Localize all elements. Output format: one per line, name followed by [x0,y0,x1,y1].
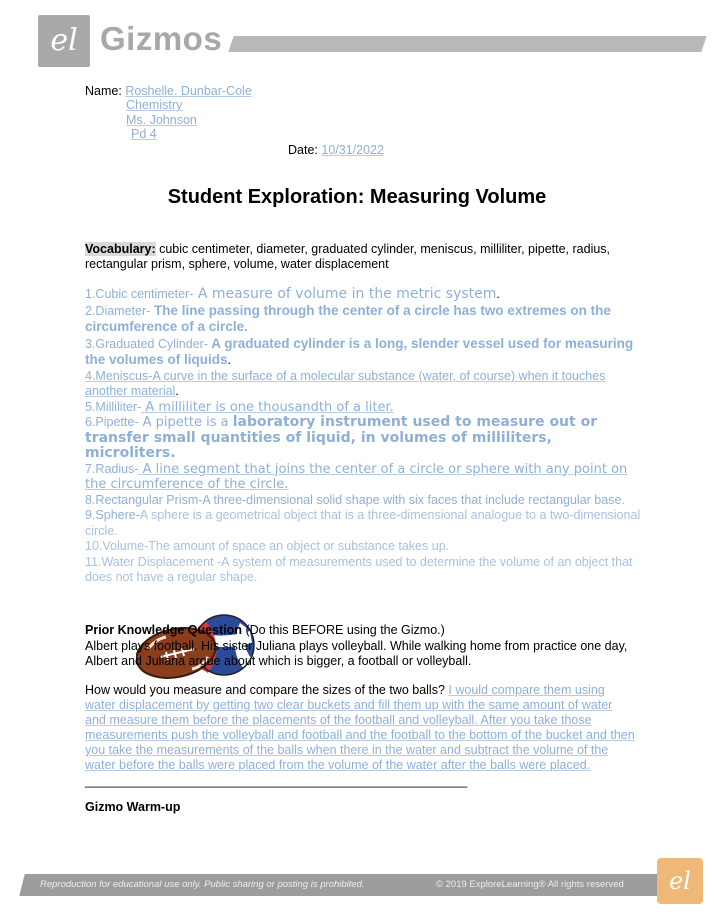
definitions-list [85,287,645,586]
brand-title: Gizmos [100,20,223,57]
definition-2: 2.Diameter- The line passing through the center of a circle has two extremes on the circumference of a circle. [85,302,611,334]
definition-5: 5.Milliliter- A milliliter is one thousandth of a liter. [85,399,394,415]
date-value: 10/31/2022 [321,143,384,157]
definition-8: 8.Rectangular Prism-A three-dimensional solid shape with six faces that include rectangular base. [85,492,625,507]
definition-1: 1.Cubic centimeter- A measure of volume in the metric system. [85,286,500,302]
date-label: Date: [288,143,318,157]
header-bar [228,36,706,52]
definition-11: 11.Water Displacement -A system of measurements used to determine the volume of an object that does not have a regular shape. [85,554,633,584]
warmup-heading: Gizmo Warm-up [85,800,181,814]
vocabulary-label: Vocabulary: [85,242,156,256]
date-line [288,143,384,158]
student-name: Roshelle. Dunbar-Cole [125,84,252,98]
prior-answer: I would compare them using water displacement by getting two clear buckets and fill them up with the same amount of water and measure them before the placements of the football and volleyball. After you take those measurements push the volleyball and football and the football to the bottom of the bucket and then you take the measurements of the balls when there in the water and subtract the volume of the water before the balls were placed from the volume of the water after the balls were placed. [85,683,635,772]
page-title: Student Exploration: Measuring Volume [167,186,547,208]
explorelearning-logo-icon: el [657,858,703,904]
student-class: Chemistry [126,98,183,112]
definition-6: 6.Pipette- A pipette is a laboratory instrument used to measure out or transfer small quantities of liquid, in volumes of milliliters, microliters. [85,414,598,461]
definition-4: 4.Meniscus-A curve in the surface of a molecular substance (water, of course) when it touches another material. [85,368,606,398]
prior-text: Albert plays football. His sister Juliana plays volleyball. While walking home from practice one day, Albert and Juliana argue about which is bigger, a football or volleyball. [85,638,628,668]
student-period: Pd 4 [131,127,157,141]
answer-blank-line: _______________________________________________________ [85,774,468,788]
prior-knowledge-section [85,623,645,670]
footer-copyright-notice: Reproduction for educational use only. Public sharing or posting is prohibited. [40,879,365,890]
definition-10: 10.Volume-The amount of space an object or substance takes up. [85,539,450,553]
vocabulary-line [85,242,645,272]
prior-question-block [85,683,635,773]
prior-question: How would you measure and compare the sizes of the two balls? [85,683,449,697]
footer-rights: © 2019 ExploreLearning® All rights reserved [436,879,624,890]
student-teacher: Ms. Johnson [126,113,197,127]
vocabulary-terms: cubic centimeter, diameter, graduated cylinder, meniscus, milliliter, pipette, radius, rectangular prism, sphere, volume, water displacement [85,242,611,271]
prior-note: (Do this BEFORE using the Gizmo.) [241,623,445,637]
gizmos-logo-glyph: el [50,23,78,58]
definition-3: 3.Graduated Cylinder- A graduated cylinder is a long, slender vessel used for measuring the volumes of liquids. [85,335,634,367]
name-label: Name: [85,84,122,98]
definition-9: 9.Sphere-A sphere is a geometrical object that is a three-dimensional analogue to a two-dimensional circle. [85,508,641,538]
name-line [85,84,252,99]
prior-heading: Prior Knowledge Question [85,623,242,637]
definition-7: 7.Radius- A line segment that joins the center of a circle or sphere with any point on the circumference of the circle. [85,461,628,492]
